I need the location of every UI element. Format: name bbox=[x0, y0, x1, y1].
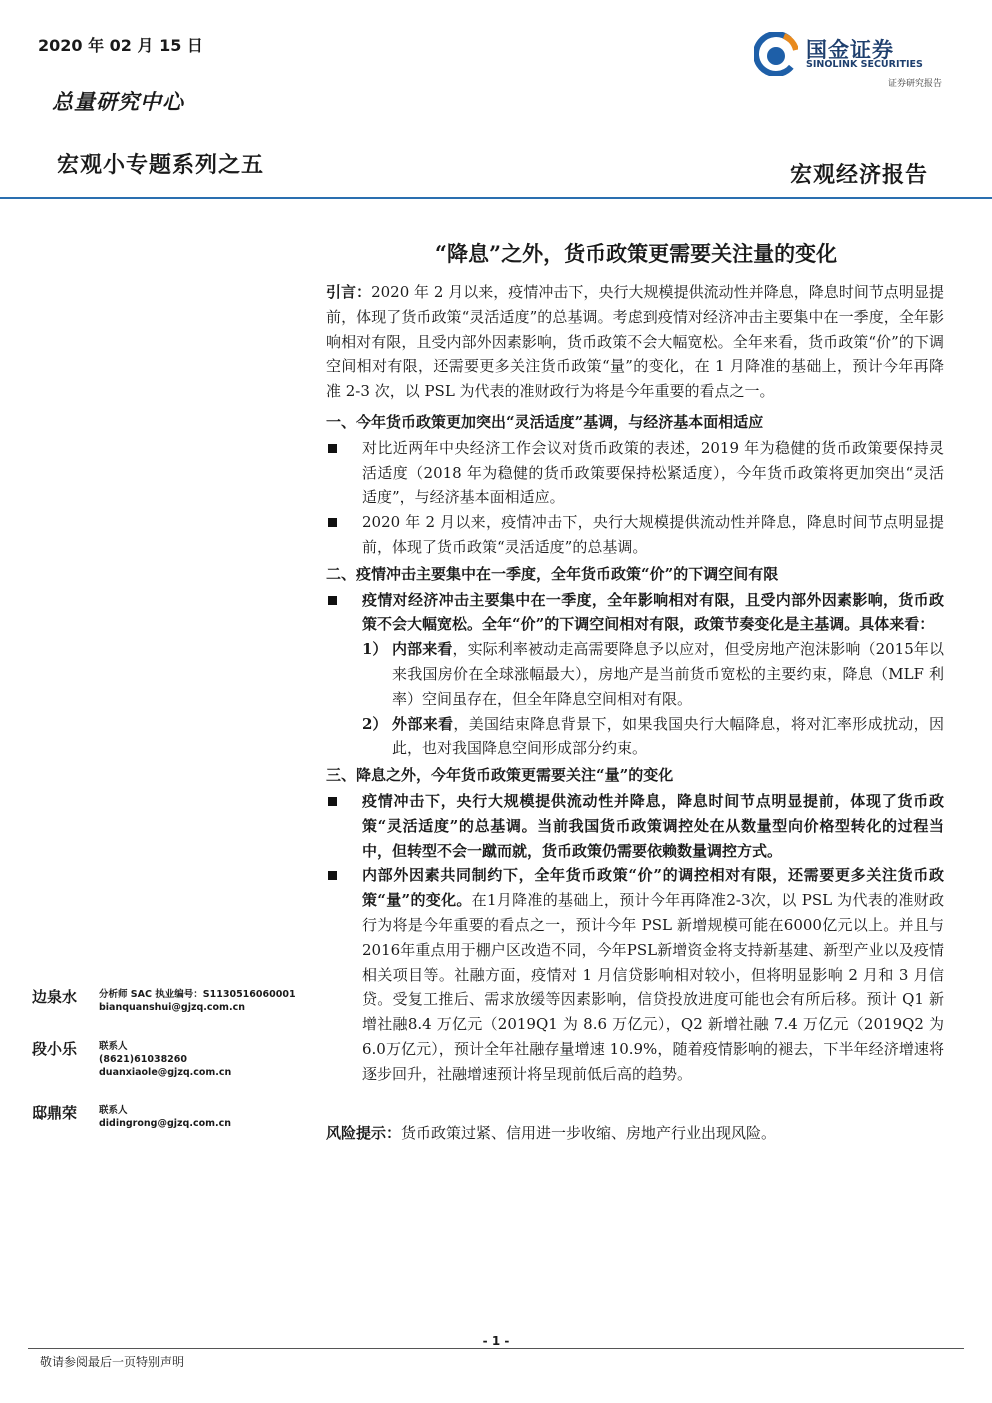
author-entry bbox=[32, 1036, 312, 1088]
bullet-item bbox=[326, 588, 944, 638]
sub-item-number: 1） bbox=[362, 640, 388, 659]
bullet-square-icon bbox=[328, 518, 337, 527]
sub-item-lead: 外部来看 bbox=[392, 714, 454, 733]
report-series: 宏观小专题系列之五 bbox=[57, 153, 265, 178]
sub-item-text: ，实际利率被动走高需要降息予以应对，但受房地产泡沫影响（2015年以来我国房价在全球涨幅最大），房地产是当前货币宽松的主要约束，降息（MLF 利率）空间虽存在，但全年降息空间相对有限。 bbox=[392, 640, 944, 708]
risk-note bbox=[326, 1121, 944, 1146]
logo-subtitle: 证券研究报告 bbox=[887, 79, 942, 89]
report-date: 2020 年 02 月 15 日 bbox=[38, 36, 203, 55]
bullet-item bbox=[326, 789, 944, 863]
author-name: 邸鼎荣 bbox=[32, 1104, 78, 1122]
bullet-text: 疫情对经济冲击主要集中在一季度，全年影响相对有限，且受内部外因素影响，货币政策不会大幅宽松。全年“价”的下调空间相对有限，政策节奏变化是主基调。具体来看： bbox=[362, 590, 944, 634]
author-entry bbox=[32, 984, 312, 1024]
author-role: 联系人 bbox=[99, 1041, 128, 1052]
sub-item bbox=[326, 712, 944, 762]
logo-name-en: SINOLINK SECURITIES bbox=[806, 59, 923, 70]
header-rule bbox=[0, 197, 992, 199]
report-body bbox=[326, 280, 944, 1145]
footer-rule bbox=[28, 1348, 964, 1349]
author-email[interactable]: duanxiaole@gjzq.com.cn bbox=[99, 1067, 232, 1078]
bullet-square-icon bbox=[328, 797, 337, 806]
author-email[interactable]: bianquanshui@gjzq.com.cn bbox=[99, 1002, 245, 1013]
sub-item bbox=[326, 637, 944, 711]
intro-paragraph bbox=[326, 280, 944, 404]
bullet-text: 对比近两年中央经济工作会议对货币政策的表述，2019 年为稳健的货币政策要保持灵活适度（2018 年为稳健的货币政策要保持松紧适度），今年货币政策将更加突出“灵活适度”，与经济基本面相适应。 bbox=[362, 438, 944, 507]
section-heading-2: 二、疫情冲击主要集中在一季度，全年货币政策“价”的下调空间有限 bbox=[326, 564, 779, 583]
sinolink-logo-icon bbox=[754, 32, 798, 76]
author-name: 边泉水 bbox=[32, 988, 78, 1006]
bullet-item bbox=[326, 863, 944, 1086]
author-list bbox=[32, 984, 312, 1152]
bullet-square-icon bbox=[328, 596, 337, 605]
author-name: 段小乐 bbox=[32, 1040, 78, 1058]
author-role: 分析师 SAC 执业编号：S1130516060001 bbox=[99, 989, 296, 1000]
risk-label: 风险提示： bbox=[326, 1123, 402, 1142]
intro-text: 2020 年 2 月以来，疫情冲击下，央行大规模提供流动性并降息，降息时间节点明显提前，体现了货币政策“灵活适度”的总基调。考虑到疫情对经济冲击主要集中在一季度，全年影响相对有限，且受内部外因素影响，货币政策不会大幅宽松。全年来看，货币政策“价”的下调空间相对有限，还需要更多关注货币政策“量”的变化，在 1 月降准的基础上，预计今年再降准 2-3 次，以 PSL 为代表的准财政行为将是今年重要的看点之一。 bbox=[326, 283, 944, 401]
logo-name-cn: 国金证券 bbox=[806, 38, 894, 62]
sub-item-text: ，美国结束降息背景下，如果我国央行大幅降息，将对汇率形成扰动，因此，也对我国降息空间形成部分约束。 bbox=[392, 714, 944, 758]
section-heading-3: 三、降息之外，今年货币政策更需要关注“量”的变化 bbox=[326, 766, 674, 785]
author-email[interactable]: didingrong@gjzq.com.cn bbox=[99, 1118, 232, 1129]
page-number: - 1 - bbox=[482, 1334, 510, 1348]
company-logo bbox=[754, 30, 944, 92]
bullet-square-icon bbox=[328, 871, 337, 880]
risk-text: 货币政策过紧、信用进一步收缩、房地产行业出现风险。 bbox=[401, 1123, 777, 1142]
report-title: “降息”之外，货币政策更需要关注量的变化 bbox=[434, 241, 838, 266]
bullet-text: 在1月降准的基础上，预计今年再降准2-3次，以 PSL 为代表的准财政行为将是今年重要的看点之一，预计今年 PSL 新增规模可能在6000亿元以上。并且与2016年重点用于棚户区改造不同，今年PSL新增资金将支持新基建、新型产业以及疫情相关项目等。社融方面，疫情对 1 月信贷影响相对较小，但将明显影响 2 月和 3 月信贷。受复工推后、需求放缓等因素影响，信贷投放进度可能也会有所后移。预计 Q1 新增社融8.4 万亿元（2019Q1 为 8.6 万亿元），Q2 新增社融 7.4 万亿元（2019Q2 为 6.0万亿元），预计全年社融存量增速 10.9%，随着疫情影响的褪去，下半年经济增速将逐步回升，社融增速预计将呈现前低后高的趋势。 bbox=[362, 891, 944, 1083]
footer-disclaimer: 敬请参阅最后一页特别声明 bbox=[40, 1355, 185, 1369]
report-type: 宏观经济报告 bbox=[789, 162, 928, 188]
intro-label: 引言： bbox=[326, 283, 372, 301]
sub-item-lead: 内部来看 bbox=[392, 640, 453, 659]
sub-item-number: 2） bbox=[362, 714, 388, 733]
author-entry bbox=[32, 1100, 312, 1140]
bullet-item bbox=[326, 436, 944, 510]
bullet-bold-text: 内部外因素共同制约下，全年货币政策“价”的调控相对有限，还需要更多关注货币政策“量”的变化。 bbox=[362, 866, 944, 910]
section-heading-1: 一、今年货币政策更加突出“灵活适度”基调，与经济基本面相适应 bbox=[326, 412, 764, 431]
author-role: 联系人 bbox=[99, 1105, 128, 1116]
bullet-text: 2020 年 2 月以来，疫情冲击下，央行大规模提供流动性并降息，降息时间节点明显提前，体现了货币政策“灵活适度”的总基调。 bbox=[362, 513, 944, 556]
bullet-text: 疫情冲击下，央行大规模提供流动性并降息，降息时间节点明显提前，体现了货币政策“灵活适度”的总基调。当前我国货币政策调控处在从数量型向价格型转化的过程当中，但转型不会一蹴而就，货币政策仍需要依赖数量调控方式。 bbox=[362, 791, 944, 860]
author-phone: (8621)61038260 bbox=[99, 1054, 188, 1065]
research-center: 总量研究中心 bbox=[52, 89, 184, 114]
bullet-square-icon bbox=[328, 444, 337, 453]
bullet-item bbox=[326, 510, 944, 560]
